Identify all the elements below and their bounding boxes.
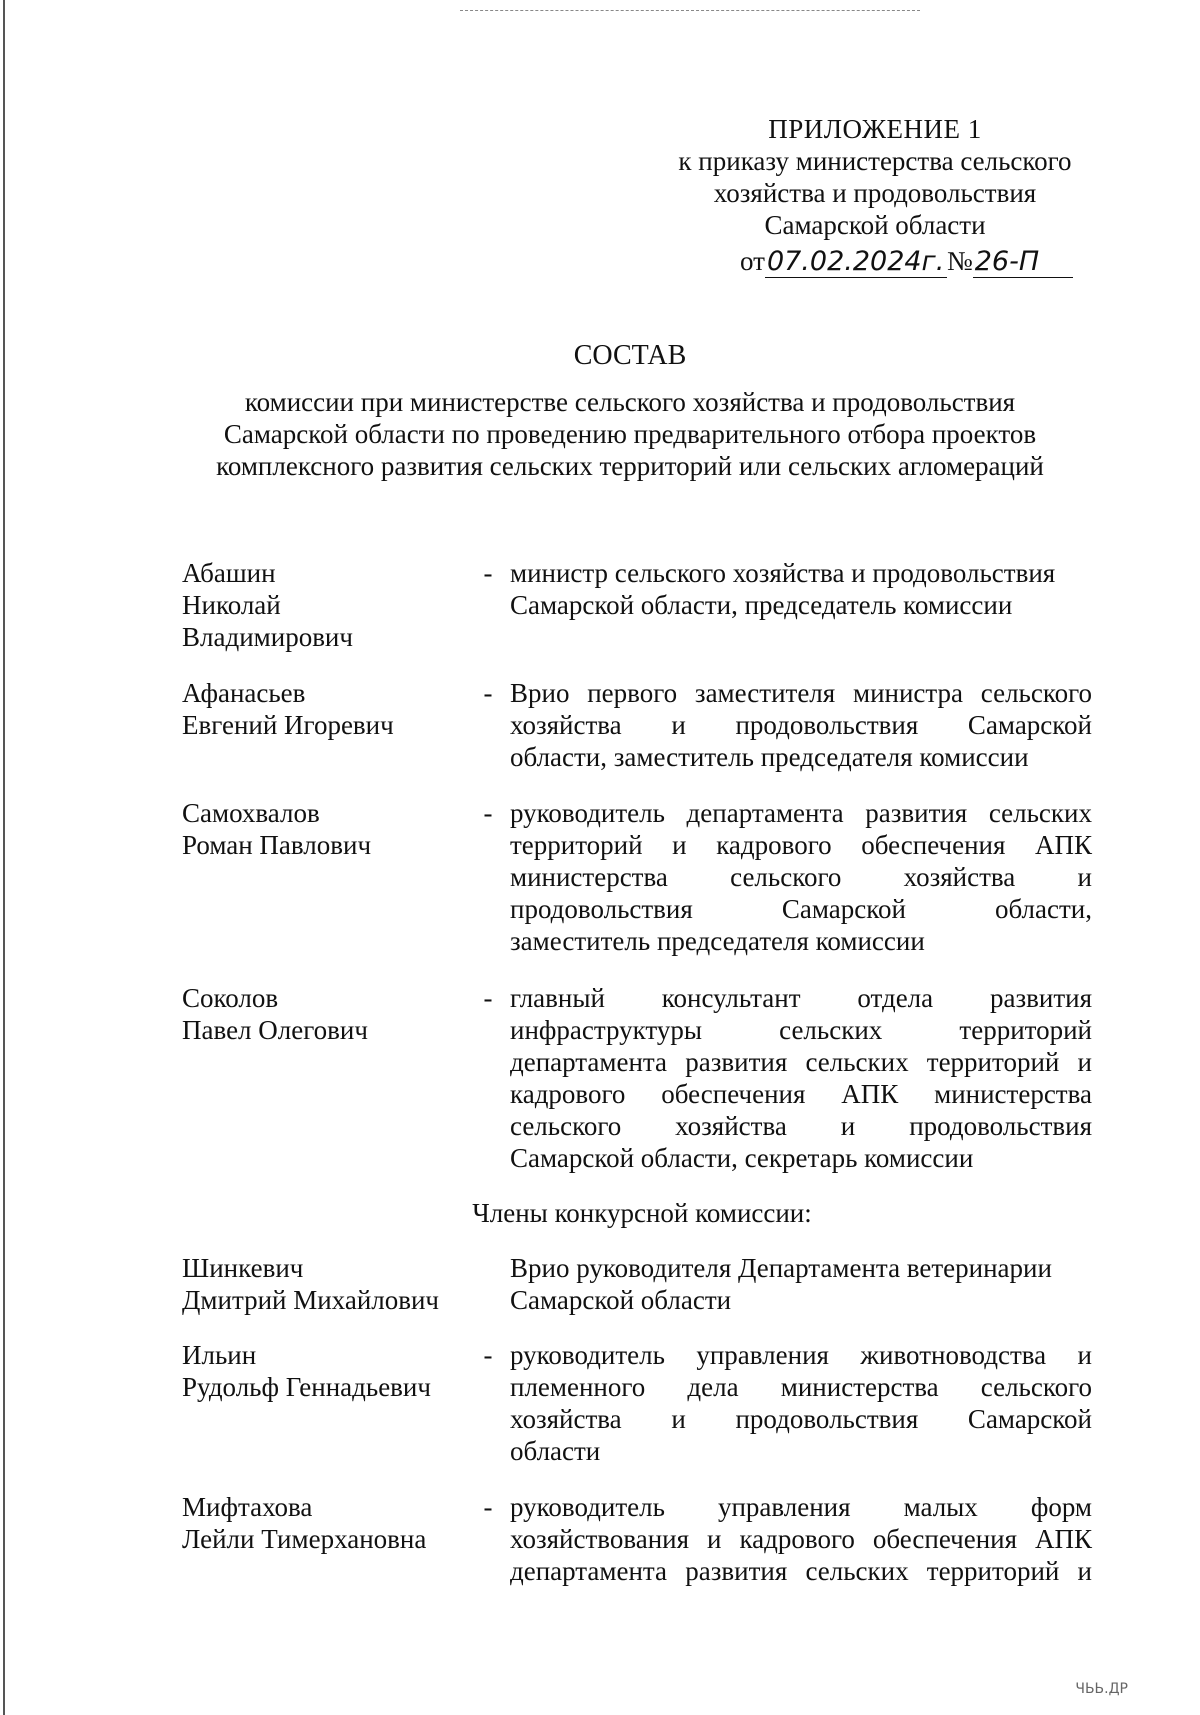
name-line: Николай: [182, 590, 281, 620]
role-line: инфраструктуры сельских территорий: [510, 1015, 1092, 1045]
name-line: Шинкевич: [182, 1253, 304, 1283]
role-line: руководитель департамента развития сельских: [510, 798, 1092, 828]
name-line: Ильин: [182, 1340, 257, 1370]
member-name: [182, 982, 472, 1046]
role-line: хозяйства и продовольствия Самарской: [510, 710, 1092, 740]
name-line: Роман Павлович: [182, 830, 372, 860]
scan-top-dashes: [460, 10, 920, 11]
member-role: [510, 982, 1092, 1174]
name-line: Соколов: [182, 983, 279, 1013]
role-line: министерства сельского хозяйства и: [510, 862, 1092, 892]
member-role: [510, 677, 1092, 773]
role-line: Врио руководителя Департамента ветеринарии: [510, 1253, 1052, 1283]
heading-subtitle-line: комплексного развития сельских территорий или сельских агломераций: [216, 451, 1044, 481]
role-line: хозяйствования и кадрового обеспечения АПК: [510, 1524, 1092, 1554]
role-line: Самарской области, председатель комиссии: [510, 590, 1013, 620]
appendix-line: хозяйства и продовольствия: [713, 178, 1037, 208]
name-line: Рудольф Геннадьевич: [182, 1372, 431, 1402]
heading-title: СОСТАВ: [573, 340, 687, 371]
role-line: области: [510, 1436, 601, 1466]
member-dash: -: [483, 798, 493, 828]
heading-subtitle-line: Самарской области по проведению предварительного отбора проектов: [223, 419, 1037, 449]
heading-subtitle-line: комиссии при министерстве сельского хозяйства и продовольствия: [244, 387, 1016, 417]
appendix-block: [660, 113, 1090, 241]
member-role: [510, 1252, 1092, 1316]
name-line: Дмитрий Михайлович: [182, 1285, 440, 1315]
handwritten-date: 07.02.2024г.: [765, 247, 947, 278]
member-role: [510, 1339, 1092, 1467]
role-line: кадрового обеспечения АПК министерства: [510, 1079, 1092, 1109]
scan-edge-line: [3, 0, 5, 1715]
handwritten-number: 26-П: [973, 247, 1073, 278]
role-line: министр сельского хозяйства и продовольствия: [510, 558, 1056, 588]
role-line: главный консультант отдела развития: [510, 983, 1092, 1013]
role-line: руководитель управления малых форм: [510, 1492, 1092, 1522]
member-name: [182, 1339, 472, 1403]
appendix-line: Самарской области: [764, 210, 986, 240]
name-line: Мифтахова: [182, 1492, 313, 1522]
member-role: [510, 1491, 1092, 1587]
role-line: области, заместитель председателя комиссии: [510, 742, 1029, 772]
name-line: Владимирович: [182, 622, 353, 652]
scan-footer-mark: ЧЬЬ.ДР: [1075, 1681, 1128, 1697]
member-name: [182, 797, 472, 861]
number-prefix: №: [946, 246, 973, 276]
date-prefix: от: [740, 246, 765, 276]
name-line: Самохвалов: [182, 798, 320, 828]
role-line: сельского хозяйства и продовольствия: [510, 1111, 1092, 1141]
member-name: [182, 557, 472, 653]
role-line: территорий и кадрового обеспечения АПК: [510, 830, 1092, 860]
member-role: [510, 797, 1092, 957]
member-name: [182, 1491, 472, 1555]
member-dash: -: [483, 1492, 493, 1522]
name-line: Павел Олегович: [182, 1015, 368, 1045]
member-name: [182, 1252, 472, 1316]
role-line: Врио первого заместителя министра сельского: [510, 678, 1092, 708]
role-line: заместитель председателя комиссии: [510, 926, 925, 956]
role-line: Самарской области, секретарь комиссии: [510, 1143, 974, 1173]
name-line: Абашин: [182, 558, 276, 588]
role-line: руководитель управления животноводства и: [510, 1340, 1092, 1370]
name-line: Афанасьев: [182, 678, 306, 708]
role-line: Самарской области: [510, 1285, 732, 1315]
member-dash: -: [483, 678, 493, 708]
role-line: племенного дела министерства сельского: [510, 1372, 1092, 1402]
name-line: Лейли Тимерхановна: [182, 1524, 427, 1554]
role-line: департамента развития сельских территорий и: [510, 1047, 1092, 1077]
name-line: Евгений Игоревич: [182, 710, 394, 740]
role-line: департамента развития сельских территорий и: [510, 1556, 1092, 1586]
members-section-title: Члены конкурсной комиссии:: [472, 1198, 812, 1228]
role-line: продовольствия Самарской области,: [510, 894, 1092, 924]
order-date-line: [740, 245, 1073, 278]
document-heading: [180, 340, 1080, 482]
member-dash: -: [483, 1340, 493, 1370]
member-name: [182, 677, 472, 741]
appendix-title: ПРИЛОЖЕНИЕ 1: [768, 114, 982, 144]
member-dash: -: [483, 983, 493, 1013]
appendix-line: к приказу министерства сельского: [678, 146, 1072, 176]
member-dash: -: [483, 558, 493, 588]
role-line: хозяйства и продовольствия Самарской: [510, 1404, 1092, 1434]
member-role: [510, 557, 1092, 621]
